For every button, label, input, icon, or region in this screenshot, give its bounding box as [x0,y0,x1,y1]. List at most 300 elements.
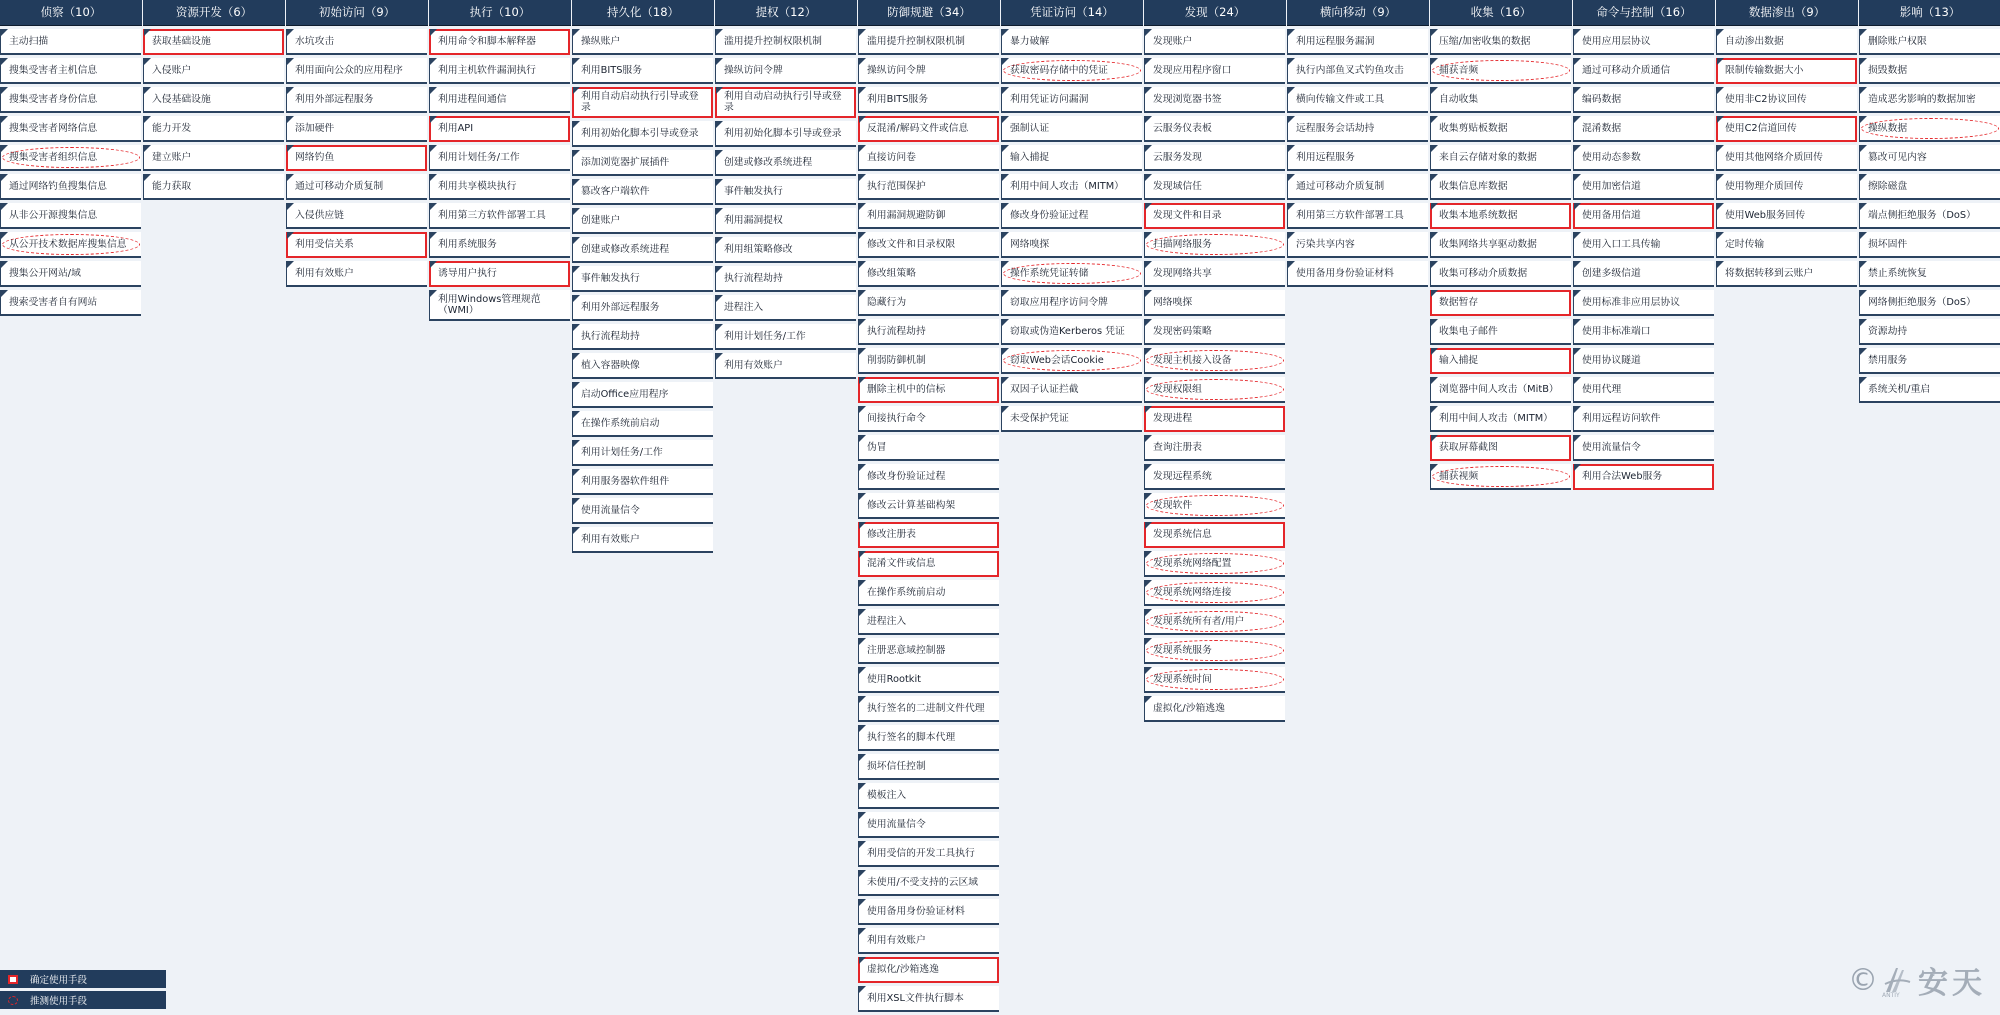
technique-cell[interactable] [0,261,141,287]
technique-cell[interactable] [1859,261,2000,287]
antiy-logo-mark-icon [1882,962,1912,998]
tactic-column [1573,0,1715,1013]
technique-cell[interactable] [1573,435,1714,461]
technique-cell-confirmed[interactable] [858,957,999,983]
technique-cell[interactable] [1144,29,1285,55]
technique-cell[interactable] [715,237,856,263]
technique-cell-suspected[interactable] [1001,58,1142,84]
technique-cell[interactable] [858,667,999,693]
technique-cell[interactable] [858,638,999,664]
technique-cell-confirmed[interactable] [1144,406,1285,432]
technique-cell[interactable] [715,324,856,350]
legend-confirmed-label: 确定使用手段 [30,975,88,986]
technique-label: 利用漏洞规避防御 [867,210,946,221]
technique-cell-suspected[interactable] [1144,551,1285,577]
technique-list [1716,26,1858,290]
technique-cell[interactable] [1144,290,1285,316]
technique-list [1144,26,1286,725]
technique-cell[interactable] [858,870,999,896]
technique-cell[interactable] [1573,406,1714,432]
tactic-header[interactable]: 初始访问（9） [286,0,428,26]
technique-label: 入侵账户 [152,65,192,76]
technique-cell[interactable] [858,754,999,780]
technique-cell-suspected[interactable] [1144,580,1285,606]
technique-cell[interactable] [143,87,284,113]
technique-cell[interactable] [715,266,856,292]
technique-cell[interactable] [1287,232,1428,258]
technique-label: 利用BITS服务 [867,94,929,105]
technique-label: 从非公开源搜集信息 [9,210,98,221]
technique-cell[interactable] [143,145,284,171]
technique-cell[interactable] [858,87,999,113]
technique-cell[interactable] [1144,435,1285,461]
technique-label: 使用流量信令 [581,505,640,516]
tactic-header[interactable]: 凭证访问（14） [1001,0,1143,26]
technique-cell[interactable] [1430,174,1571,200]
technique-cell[interactable] [715,295,856,321]
technique-cell[interactable] [572,266,713,292]
technique-cell[interactable] [286,261,427,287]
technique-cell[interactable] [572,324,713,350]
technique-label: 修改云计算基础构架 [867,500,956,511]
technique-cell[interactable] [572,237,713,263]
tactic-header[interactable]: 发现（24） [1144,0,1286,26]
technique-label: 限制传输数据大小 [1725,65,1804,76]
technique-cell[interactable] [858,174,999,200]
technique-cell[interactable] [1287,58,1428,84]
technique-label: 获取基础设施 [152,36,211,47]
technique-cell[interactable] [1573,261,1714,287]
technique-label: 事件触发执行 [724,186,783,197]
technique-cell-confirmed[interactable] [429,29,570,55]
technique-cell[interactable] [143,58,284,84]
technique-cell-suspected[interactable] [0,232,141,258]
technique-cell-confirmed[interactable] [429,261,570,287]
technique-cell[interactable] [0,116,141,142]
technique-cell[interactable] [1144,116,1285,142]
technique-cell-suspected[interactable] [1144,667,1285,693]
technique-cell[interactable] [1001,377,1142,403]
tactic-header[interactable]: 持久化（18） [572,0,714,26]
tactic-column [572,0,714,1013]
technique-cell[interactable] [858,145,999,171]
technique-cell[interactable] [1573,58,1714,84]
technique-cell[interactable] [429,87,570,113]
technique-cell[interactable] [1859,174,2000,200]
technique-cell[interactable] [1573,87,1714,113]
technique-cell[interactable] [286,116,427,142]
technique-cell[interactable] [572,179,713,205]
technique-label: 双因子认证拦截 [1010,384,1079,395]
technique-cell[interactable] [1001,406,1142,432]
technique-cell[interactable] [715,121,856,147]
technique-cell[interactable] [858,261,999,287]
tactic-header[interactable]: 提权（12） [715,0,857,26]
technique-cell[interactable] [1287,145,1428,171]
technique-cell[interactable] [1859,319,2000,345]
technique-cell[interactable] [1573,348,1714,374]
technique-label: 发现系统所有者/用户 [1153,616,1245,627]
technique-cell[interactable] [1287,203,1428,229]
legend-suspected-label: 推测使用手段 [30,996,88,1007]
technique-label: 数据暂存 [1439,297,1479,308]
technique-cell[interactable] [858,348,999,374]
technique-label: 添加硬件 [295,123,335,134]
technique-cell[interactable] [1001,203,1142,229]
tactic-header[interactable]: 收集（16） [1430,0,1572,26]
technique-label: 使用动态参数 [1582,152,1641,163]
technique-cell[interactable] [1144,464,1285,490]
technique-cell[interactable] [1144,58,1285,84]
technique-label: 注册恶意域控制器 [867,645,946,656]
technique-cell[interactable] [429,58,570,84]
technique-cell[interactable] [1144,261,1285,287]
tactic-column [1859,0,2000,1013]
technique-cell[interactable] [1001,290,1142,316]
technique-cell[interactable] [1716,29,1857,55]
technique-cell[interactable] [572,150,713,176]
technique-cell[interactable] [858,841,999,867]
technique-label: 利用漏洞提权 [724,215,783,226]
technique-cell-confirmed[interactable] [1573,464,1714,490]
technique-cell[interactable] [715,208,856,234]
technique-label: 事件触发执行 [581,273,640,284]
technique-cell[interactable] [429,290,570,321]
technique-cell[interactable] [1859,145,2000,171]
technique-cell[interactable] [715,29,856,55]
technique-cell[interactable] [1001,174,1142,200]
technique-label: 通过网络钓鱼搜集信息 [9,181,107,192]
technique-label: 收集本地系统数据 [1439,210,1518,221]
technique-cell[interactable] [0,29,141,55]
technique-cell-suspected[interactable] [1144,348,1285,374]
technique-cell[interactable] [858,580,999,606]
technique-cell-confirmed[interactable] [1430,435,1571,461]
technique-cell[interactable] [1001,145,1142,171]
technique-cell[interactable] [715,179,856,205]
technique-cell-suspected[interactable] [1430,464,1571,490]
technique-label: 主动扫描 [9,36,49,47]
technique-cell[interactable] [1430,406,1571,432]
technique-cell-suspected[interactable] [1001,261,1142,287]
technique-label: 修改注册表 [867,529,916,540]
technique-cell-confirmed[interactable] [1430,290,1571,316]
technique-cell[interactable] [572,411,713,437]
technique-cell[interactable] [0,174,141,200]
technique-label: 使用备用身份验证材料 [1296,268,1394,279]
technique-label: 利用受信的开发工具执行 [867,848,975,859]
technique-cell[interactable] [1716,87,1857,113]
technique-label: 直接访问卷 [867,152,916,163]
technique-cell-suspected[interactable] [1430,58,1571,84]
technique-cell[interactable] [1144,145,1285,171]
technique-cell[interactable] [1001,29,1142,55]
technique-label: 利用自动启动执行引导或登录 [724,91,842,113]
technique-cell-confirmed[interactable] [286,145,427,171]
technique-cell[interactable] [572,29,713,55]
technique-cell-suspected[interactable] [1144,638,1285,664]
technique-cell[interactable] [1144,174,1285,200]
brand-name: 安天 [1918,966,1986,1001]
technique-cell[interactable] [286,58,427,84]
tactic-header[interactable]: 防御规避（34） [858,0,1000,26]
technique-cell[interactable] [1430,261,1571,287]
technique-cell-suspected[interactable] [0,145,141,171]
technique-label: 窃取应用程序访问令牌 [1010,297,1108,308]
technique-cell-confirmed[interactable] [858,551,999,577]
technique-cell-confirmed[interactable] [1144,522,1285,548]
technique-cell[interactable] [1144,319,1285,345]
technique-cell[interactable] [1287,116,1428,142]
technique-cell[interactable] [858,899,999,925]
technique-label: 篡改可见内容 [1868,152,1927,163]
technique-cell[interactable] [1573,145,1714,171]
technique-label: 使用流量信令 [1582,442,1641,453]
tactic-column [1144,0,1286,1013]
technique-cell[interactable] [429,203,570,229]
technique-cell[interactable] [1859,348,2000,374]
technique-cell[interactable] [1001,319,1142,345]
tactic-header[interactable]: 横向移动（9） [1287,0,1429,26]
technique-cell-confirmed[interactable] [286,232,427,258]
technique-cell[interactable] [858,203,999,229]
tactic-header[interactable]: 执行（10） [429,0,571,26]
tactic-header[interactable]: 资源开发（6） [143,0,285,26]
technique-cell[interactable] [572,295,713,321]
technique-label: 利用计划任务/工作 [581,447,663,458]
technique-label: 利用有效账户 [295,268,354,279]
technique-cell[interactable] [1144,696,1285,722]
technique-label: 使用应用层协议 [1582,36,1651,47]
technique-label: 搜索受害者自有网站 [9,297,98,308]
technique-cell[interactable] [1859,290,2000,316]
technique-cell[interactable] [858,464,999,490]
technique-cell[interactable] [715,150,856,176]
technique-label: 入侵基础设施 [152,94,211,105]
technique-cell-confirmed[interactable] [429,116,570,142]
technique-cell[interactable] [572,58,713,84]
technique-cell[interactable] [143,116,284,142]
technique-cell[interactable] [858,493,999,519]
tactic-header[interactable]: 数据渗出（9） [1716,0,1858,26]
technique-cell-suspected[interactable] [1144,609,1285,635]
technique-label: 执行流程劫持 [867,326,926,337]
technique-cell[interactable] [1430,87,1571,113]
technique-label: 来自云存储对象的数据 [1439,152,1537,163]
technique-cell[interactable] [0,290,141,316]
technique-cell[interactable] [1430,232,1571,258]
technique-cell[interactable] [858,783,999,809]
technique-cell[interactable] [0,58,141,84]
technique-cell[interactable] [858,232,999,258]
technique-cell-confirmed[interactable] [1430,348,1571,374]
technique-cell-confirmed[interactable] [1716,58,1857,84]
technique-cell[interactable] [1859,232,2000,258]
technique-cell[interactable] [1716,174,1857,200]
technique-cell[interactable] [572,208,713,234]
tactic-column [1716,0,1858,1013]
technique-cell-confirmed[interactable] [715,87,856,118]
technique-label: 利用系统服务 [438,239,497,250]
technique-cell[interactable] [286,29,427,55]
technique-cell-confirmed[interactable] [1716,116,1857,142]
technique-cell[interactable] [858,986,999,1012]
technique-cell[interactable] [1287,29,1428,55]
technique-label: 擦除磁盘 [1868,181,1908,192]
technique-cell[interactable] [572,121,713,147]
technique-cell[interactable] [1001,87,1142,113]
technique-label: 伪冒 [867,442,887,453]
technique-cell[interactable] [1001,116,1142,142]
technique-cell[interactable] [1573,290,1714,316]
technique-label: 利用第三方软件部署工具 [438,210,546,221]
technique-cell[interactable] [1573,116,1714,142]
technique-label: 网络侧拒绝服务（DoS） [1868,297,1976,308]
technique-label: 创建多级信道 [1582,268,1641,279]
technique-label: 发现账户 [1153,36,1193,47]
technique-label: 资源劫持 [1868,326,1908,337]
technique-cell[interactable] [1287,261,1428,287]
technique-cell-suspected[interactable] [1859,116,2000,142]
technique-cell[interactable] [1430,29,1571,55]
technique-cell[interactable] [1430,319,1571,345]
technique-label: 通过可移动介质复制 [295,181,384,192]
technique-cell[interactable] [572,469,713,495]
tactic-header[interactable]: 侦察（10） [0,0,142,26]
technique-cell-suspected[interactable] [1144,232,1285,258]
technique-cell[interactable] [1716,232,1857,258]
technique-cell[interactable] [286,87,427,113]
technique-label: 使用加密信道 [1582,181,1641,192]
technique-cell[interactable] [858,319,999,345]
technique-cell[interactable] [858,696,999,722]
technique-cell[interactable] [858,725,999,751]
technique-cell[interactable] [572,353,713,379]
technique-cell[interactable] [1573,29,1714,55]
technique-cell-confirmed[interactable] [1573,203,1714,229]
technique-cell[interactable] [1859,203,2000,229]
technique-cell-suspected[interactable] [1144,493,1285,519]
technique-cell[interactable] [1430,116,1571,142]
technique-cell[interactable] [286,203,427,229]
technique-cell[interactable] [0,87,141,113]
technique-cell[interactable] [1716,261,1857,287]
technique-cell[interactable] [429,145,570,171]
technique-label: 横向传输文件或工具 [1296,94,1385,105]
tactic-column [429,0,571,1013]
technique-cell[interactable] [1573,319,1714,345]
technique-cell-confirmed[interactable] [858,116,999,142]
technique-cell[interactable] [572,382,713,408]
tactic-column [1001,0,1143,1013]
technique-list [1430,26,1572,493]
technique-label: 收集网络共享驱动数据 [1439,239,1537,250]
technique-label: 反混淆/解码文件或信息 [867,123,969,134]
technique-label: 能力获取 [152,181,192,192]
legend [0,970,166,1012]
technique-label: 利用远程服务 [1296,152,1355,163]
technique-cell[interactable] [1859,87,2000,113]
technique-label: 端点侧拒绝服务（DoS） [1868,210,1976,221]
technique-label: 修改身份验证过程 [1010,210,1089,221]
technique-cell[interactable] [715,353,856,379]
technique-cell[interactable] [1430,377,1571,403]
technique-cell[interactable] [1859,58,2000,84]
antiy-logo [1848,958,1986,1002]
technique-cell[interactable] [429,232,570,258]
technique-label: 利用外部远程服务 [295,94,374,105]
technique-cell[interactable] [1287,174,1428,200]
technique-label: 利用主机软件漏洞执行 [438,65,536,76]
technique-cell[interactable] [858,290,999,316]
technique-cell[interactable] [1859,377,2000,403]
technique-label: 利用第三方软件部署工具 [1296,210,1404,221]
technique-list [286,26,428,290]
technique-cell[interactable] [1716,145,1857,171]
technique-cell-confirmed[interactable] [1430,203,1571,229]
technique-cell[interactable] [0,203,141,229]
technique-cell-confirmed[interactable] [143,29,284,55]
technique-cell[interactable] [572,440,713,466]
technique-label: 植入容器映像 [581,360,640,371]
technique-cell[interactable] [286,174,427,200]
technique-cell[interactable] [1144,87,1285,113]
technique-cell[interactable] [429,174,570,200]
technique-cell[interactable] [572,498,713,524]
technique-label: 输入捕捉 [1439,355,1479,366]
technique-cell[interactable] [858,812,999,838]
technique-cell[interactable] [1001,232,1142,258]
technique-cell-suspected[interactable] [1001,348,1142,374]
technique-cell[interactable] [1716,203,1857,229]
technique-cell[interactable] [572,527,713,553]
technique-cell[interactable] [858,406,999,432]
technique-cell[interactable] [143,174,284,200]
technique-cell[interactable] [1430,145,1571,171]
technique-cell-confirmed[interactable] [858,522,999,548]
technique-cell-confirmed[interactable] [572,87,713,118]
technique-label: 执行范围保护 [867,181,926,192]
technique-cell[interactable] [858,928,999,954]
technique-cell[interactable] [1573,232,1714,258]
technique-label: 网络钓鱼 [295,152,335,163]
technique-label: 创建或修改系统进程 [581,244,670,255]
technique-label: 创建账户 [581,215,621,226]
technique-cell[interactable] [715,58,856,84]
technique-label: 模板注入 [867,790,907,801]
technique-label: 修改组策略 [867,268,916,279]
tactic-header[interactable]: 命令与控制（16） [1573,0,1715,26]
technique-cell[interactable] [858,435,999,461]
technique-cell[interactable] [1859,29,2000,55]
technique-label: 利用有效账户 [724,360,783,371]
technique-label: 添加浏览器扩展插件 [581,157,670,168]
technique-label: 发现浏览器书签 [1153,94,1222,105]
technique-cell[interactable] [1573,377,1714,403]
technique-cell-confirmed[interactable] [858,377,999,403]
tactic-header[interactable]: 影响（13） [1859,0,2000,26]
technique-cell-confirmed[interactable] [1144,203,1285,229]
technique-cell-suspected[interactable] [1144,377,1285,403]
technique-cell[interactable] [858,58,999,84]
technique-cell[interactable] [1287,87,1428,113]
technique-cell[interactable] [858,29,999,55]
technique-cell[interactable] [1573,174,1714,200]
technique-cell[interactable] [858,609,999,635]
technique-label: 混淆数据 [1582,123,1622,134]
confirmed-swatch-icon [8,975,18,984]
technique-label: 损坏固件 [1868,239,1908,250]
